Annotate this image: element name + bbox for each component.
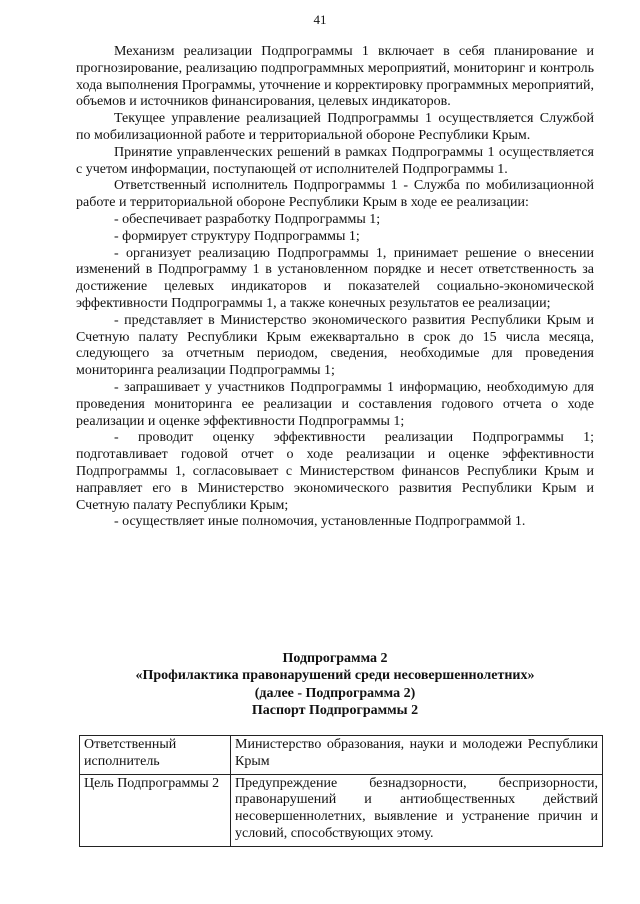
table-cell-label: Цель Подпрограммы 2 [80,774,231,846]
paragraph-current-management: Текущее управление реализацией Подпрограммы 1 осуществляется Службой по мобилизационной работе и территориальной обороне Республики Крым. [76,111,594,143]
table-row [80,774,603,846]
page-number: 41 [313,12,327,27]
subprogram-name: «Профилактика правонарушений среди несовершеннолетних» [135,668,535,684]
passport-title: Паспорт Подпрограммы 2 [251,702,419,718]
subprogram-alias: (далее - Подпрограмма 2) [254,685,416,701]
list-item: - запрашивает у участников Подпрограммы 1 информацию, необходимую для проведения мониторинга ее реализации и составления годового отчета о ходе реализации и оценке эффективности Подпрограммы 1; [76,379,594,429]
paragraph-mechanism: Механизм реализации Подпрограммы 1 включает в себя планирование и прогнозирование, реализацию подпрограммных мероприятий, мониторинг и контроль хода выполнения Программы, уточнение и корректировку программных мероприятий, объемов и источников финансирования, целевых индикаторов. [76,44,594,110]
list-item: - проводит оценку эффективности реализации Подпрограммы 1; подготавливает годовой отчет о ходе реализации и оценке эффективности Подпрограммы 1, согласовывает с Министерством финансов Республики Крым и направляет его в Министерство экономического развития Республики Крым и Счетную палату Республики Крым; [76,430,594,513]
list-item: - организует реализацию Подпрограммы 1, принимает решение о внесении изменений в Подпрограмму 1 в установленном порядке и несет ответственность за достижение целевых индикаторов и показателей социально-экономической эффективности Подпрограммы 1, а также конечных результатов ее реализации; [76,245,594,311]
table-cell-label: Ответственный исполнитель [80,736,231,775]
table-row [80,736,603,775]
list-item: - представляет в Министерство экономического развития Республики Крым и Счетную палату Республики Крым ежеквартально в срок до 15 числа месяца, следующего за отчетным периодом, сведения, необходимые для проведения мониторинга реализации Подпрограммы 1; [76,312,594,379]
table-cell-value: Министерство образования, науки и молодежи Республики Крым [231,736,603,775]
list-item: - осуществляет иные полномочия, установленные Подпрограммой 1. [114,514,526,530]
body-text [76,44,594,531]
list-item: - обеспечивает разработку Подпрограммы 1; [114,211,381,227]
passport-table [79,735,603,847]
paragraph-decisions: Принятие управленческих решений в рамках Подпрограммы 1 осуществляется с учетом информации, поступающей от исполнителей Подпрограммы 1. [76,144,594,177]
list-item: - формирует структуру Подпрограммы 1; [114,228,360,244]
subprogram-heading [76,650,594,719]
table-cell-value: Предупреждение безнадзорности, беспризорности, правонарушений и антиобщественных действий несовершеннолетних, выявление и устранение причин и условий, способствующих этому. [231,774,603,846]
subprogram-title: Подпрограмма 2 [282,651,388,666]
paragraph-responsible-executor: Ответственный исполнитель Подпрограммы 1 - Служба по мобилизационной работе и территориальной обороне Республики Крым в ходе ее реализации: [76,178,594,211]
